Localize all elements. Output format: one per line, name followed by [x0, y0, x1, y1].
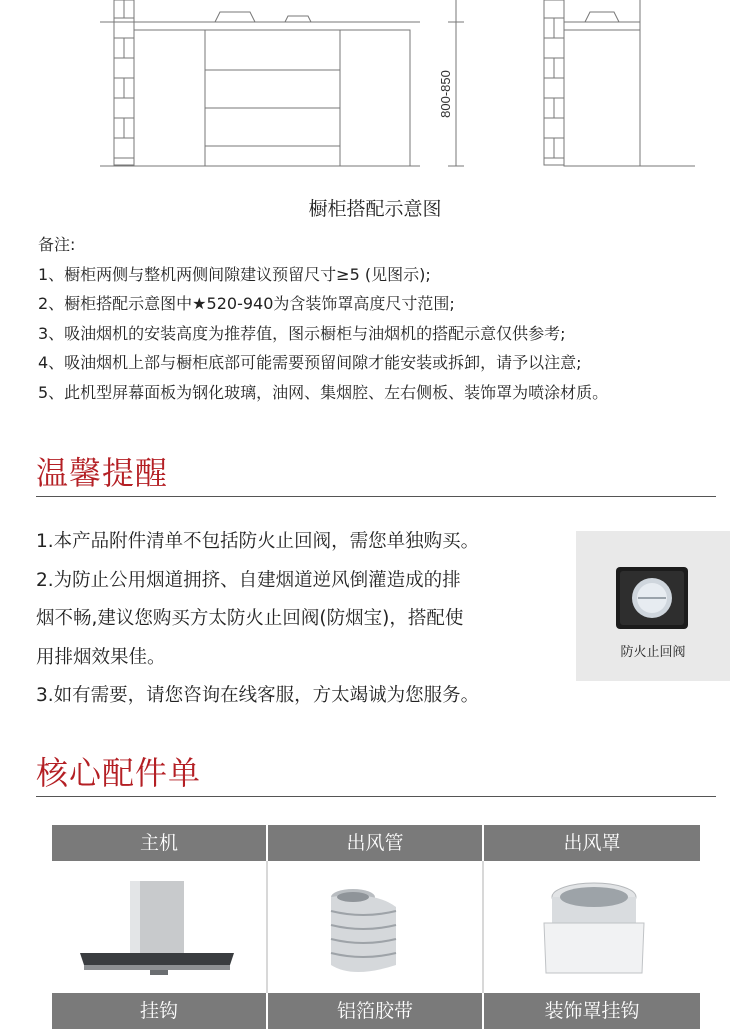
- left-brick-wall: [114, 0, 134, 165]
- parts-heading: 核心配件单: [36, 754, 202, 792]
- diagram-caption: 橱柜搭配示意图: [308, 198, 442, 220]
- note-item: 1、橱柜两侧与整机两侧间隙建议预留尺寸≥5 (见图示);: [38, 264, 431, 284]
- column-header: 出风罩: [484, 825, 700, 861]
- tip-line: 1.本产品附件清单不包括防火止回阀，需您单独购买。: [36, 531, 480, 552]
- dimension-label: 800-850: [438, 70, 453, 118]
- cabinet-body: [100, 12, 420, 166]
- column-header: 装饰罩挂钩: [484, 993, 700, 1029]
- valve-label: 防火止回阀: [620, 645, 686, 660]
- tips-divider: [36, 496, 716, 497]
- part-image-cell: [268, 861, 482, 993]
- part-image-cell: [52, 861, 266, 993]
- column-header: 出风管: [268, 825, 482, 861]
- parts-divider: [36, 796, 716, 797]
- fire-check-valve-icon: [576, 531, 730, 641]
- column-header: 挂钩: [52, 993, 266, 1029]
- part-image-cell: [484, 861, 700, 993]
- column-header: 主机: [52, 825, 266, 861]
- note-item: 3、吸油烟机的安装高度为推荐值，图示橱柜与油烟机的搭配示意仅供参考;: [38, 323, 566, 343]
- duct-pipe-icon: [268, 861, 482, 993]
- notes-title: 备注:: [38, 235, 76, 254]
- column-header: 铝箔胶带: [268, 993, 482, 1029]
- tip-line: 烟不畅,建议您购买方太防火止回阀(防烟宝)，搭配使: [36, 608, 464, 629]
- note-item: 5、此机型屏幕面板为钢化玻璃，油网、集烟腔、左右侧板、装饰罩为喷涂材质。: [38, 382, 609, 402]
- cabinet-diagram: [0, 0, 750, 185]
- tip-line: 用排烟效果佳。: [36, 646, 166, 668]
- note-item: 2、橱柜搭配示意图中★520-940为含装饰罩高度尺寸范围;: [38, 294, 455, 313]
- notes-block: [38, 230, 728, 407]
- parts-table: [52, 823, 700, 1022]
- note-item: 4、吸油烟机上部与橱柜底部可能需要预留间隙才能安装或拆卸，请予以注意;: [38, 353, 582, 372]
- right-brick-wall: [544, 0, 564, 165]
- tips-list: [36, 523, 571, 716]
- tip-line: 2.为防止公用烟道拥挤、自建烟道逆风倒灌造成的排: [36, 569, 461, 591]
- cabinet-side-view: [564, 0, 695, 166]
- outlet-hood-icon: [484, 861, 700, 993]
- range-hood-icon: [52, 861, 266, 993]
- tips-heading: 温馨提醒: [36, 454, 169, 492]
- tip-line: 3.如有需要，请您咨询在线客服，方太竭诚为您服务。: [36, 685, 480, 706]
- fire-check-valve-card: [576, 531, 730, 681]
